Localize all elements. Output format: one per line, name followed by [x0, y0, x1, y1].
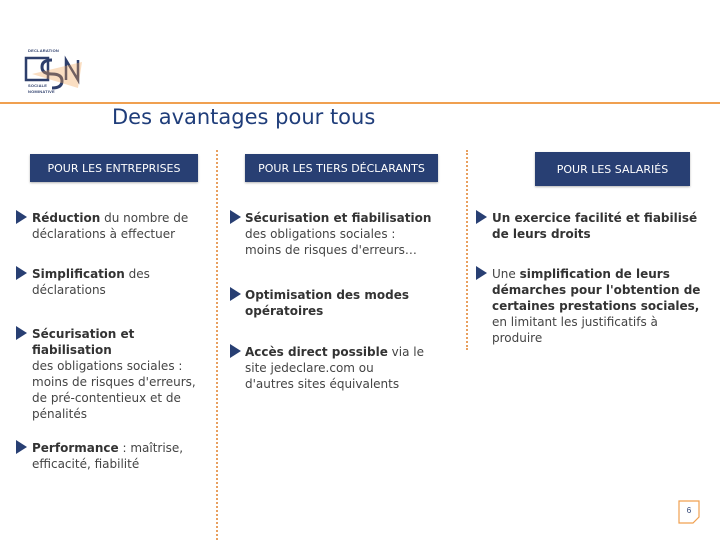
column-divider-2 — [466, 150, 468, 350]
item-bold: Performance — [32, 441, 119, 455]
item-text: des obligations sociales : — [32, 359, 183, 373]
column-header-salaries — [535, 152, 690, 186]
item-text: moins de risques d'erreurs… — [245, 243, 417, 257]
item-text: du nombre de — [100, 211, 189, 225]
item-text: efficacité, fiabilité — [32, 457, 140, 471]
item-text: produire — [492, 331, 543, 345]
item-text: via le — [387, 345, 424, 359]
list-item — [245, 344, 455, 392]
item-text: : maîtrise, — [118, 441, 184, 455]
bullet-arrow-icon — [230, 210, 241, 224]
column-header-tiers — [245, 154, 438, 182]
column-divider-1 — [216, 150, 218, 540]
item-bold: opératoires — [245, 304, 324, 318]
list-item — [32, 440, 212, 472]
logo-top-text: DECLARATION — [28, 48, 60, 53]
item-bold: de leurs droits — [492, 227, 591, 241]
item-text: déclarations — [32, 283, 106, 297]
item-bold: Un exercice facilité et fiabilisé — [492, 211, 698, 225]
bullet-arrow-icon — [230, 287, 241, 301]
bullet-arrow-icon — [16, 266, 27, 280]
list-item — [245, 287, 455, 319]
item-bold: Sécurisation et fiabilisation — [245, 211, 432, 225]
item-bold: Réduction — [32, 211, 101, 225]
page-number: 6 — [686, 506, 692, 515]
item-bold: démarches pour l'obtention de — [492, 283, 701, 297]
bullet-arrow-icon — [476, 210, 487, 224]
logo-bottom-text-1: SOCIALE — [28, 83, 48, 88]
list-item — [32, 210, 212, 242]
column-header-entreprises-label: POUR LES ENTREPRISES — [47, 161, 181, 175]
item-text: Une — [492, 267, 520, 281]
item-bold: Sécurisation et fiabilisation — [32, 327, 135, 357]
item-text: d'autres sites équivalents — [245, 377, 400, 391]
item-text: site jedeclare.com ou — [245, 361, 374, 375]
item-text: pénalités — [32, 407, 87, 421]
list-item — [32, 266, 212, 298]
column-header-tiers-label: POUR LES TIERS DÉCLARANTS — [258, 161, 425, 175]
bullet-arrow-icon — [16, 326, 27, 340]
column-header-entreprises — [30, 154, 198, 182]
bullet-arrow-icon — [16, 440, 27, 454]
item-bold: certaines prestations sociales, — [492, 299, 700, 313]
column-header-salaries-label: POUR LES SALARIÉS — [556, 162, 669, 176]
list-item — [245, 210, 455, 258]
list-item — [492, 266, 707, 346]
item-bold: simplification de leurs — [519, 267, 670, 281]
item-text: en limitant les justificatifs à — [492, 315, 658, 329]
item-text: des obligations sociales : — [245, 227, 396, 241]
list-item — [32, 326, 216, 422]
page-number-badge — [678, 500, 700, 524]
item-bold: Accès direct possible — [245, 345, 388, 359]
logo-bottom-text-2: NOMINATIVE — [28, 89, 55, 94]
item-bold: Optimisation des modes — [245, 288, 409, 302]
bullet-arrow-icon — [16, 210, 27, 224]
dsn-logo — [22, 48, 92, 98]
bullet-arrow-icon — [230, 344, 241, 358]
list-item — [492, 210, 707, 242]
header-rule — [0, 102, 720, 104]
item-text: des — [124, 267, 150, 281]
item-bold: Simplification — [32, 267, 125, 281]
item-text: déclarations à effectuer — [32, 227, 176, 241]
page-title: Des avantages pour tous — [112, 105, 376, 129]
bullet-arrow-icon — [476, 266, 487, 280]
item-text: moins de risques d'erreurs, — [32, 375, 196, 389]
item-text: de pré-contentieux et de — [32, 391, 181, 405]
